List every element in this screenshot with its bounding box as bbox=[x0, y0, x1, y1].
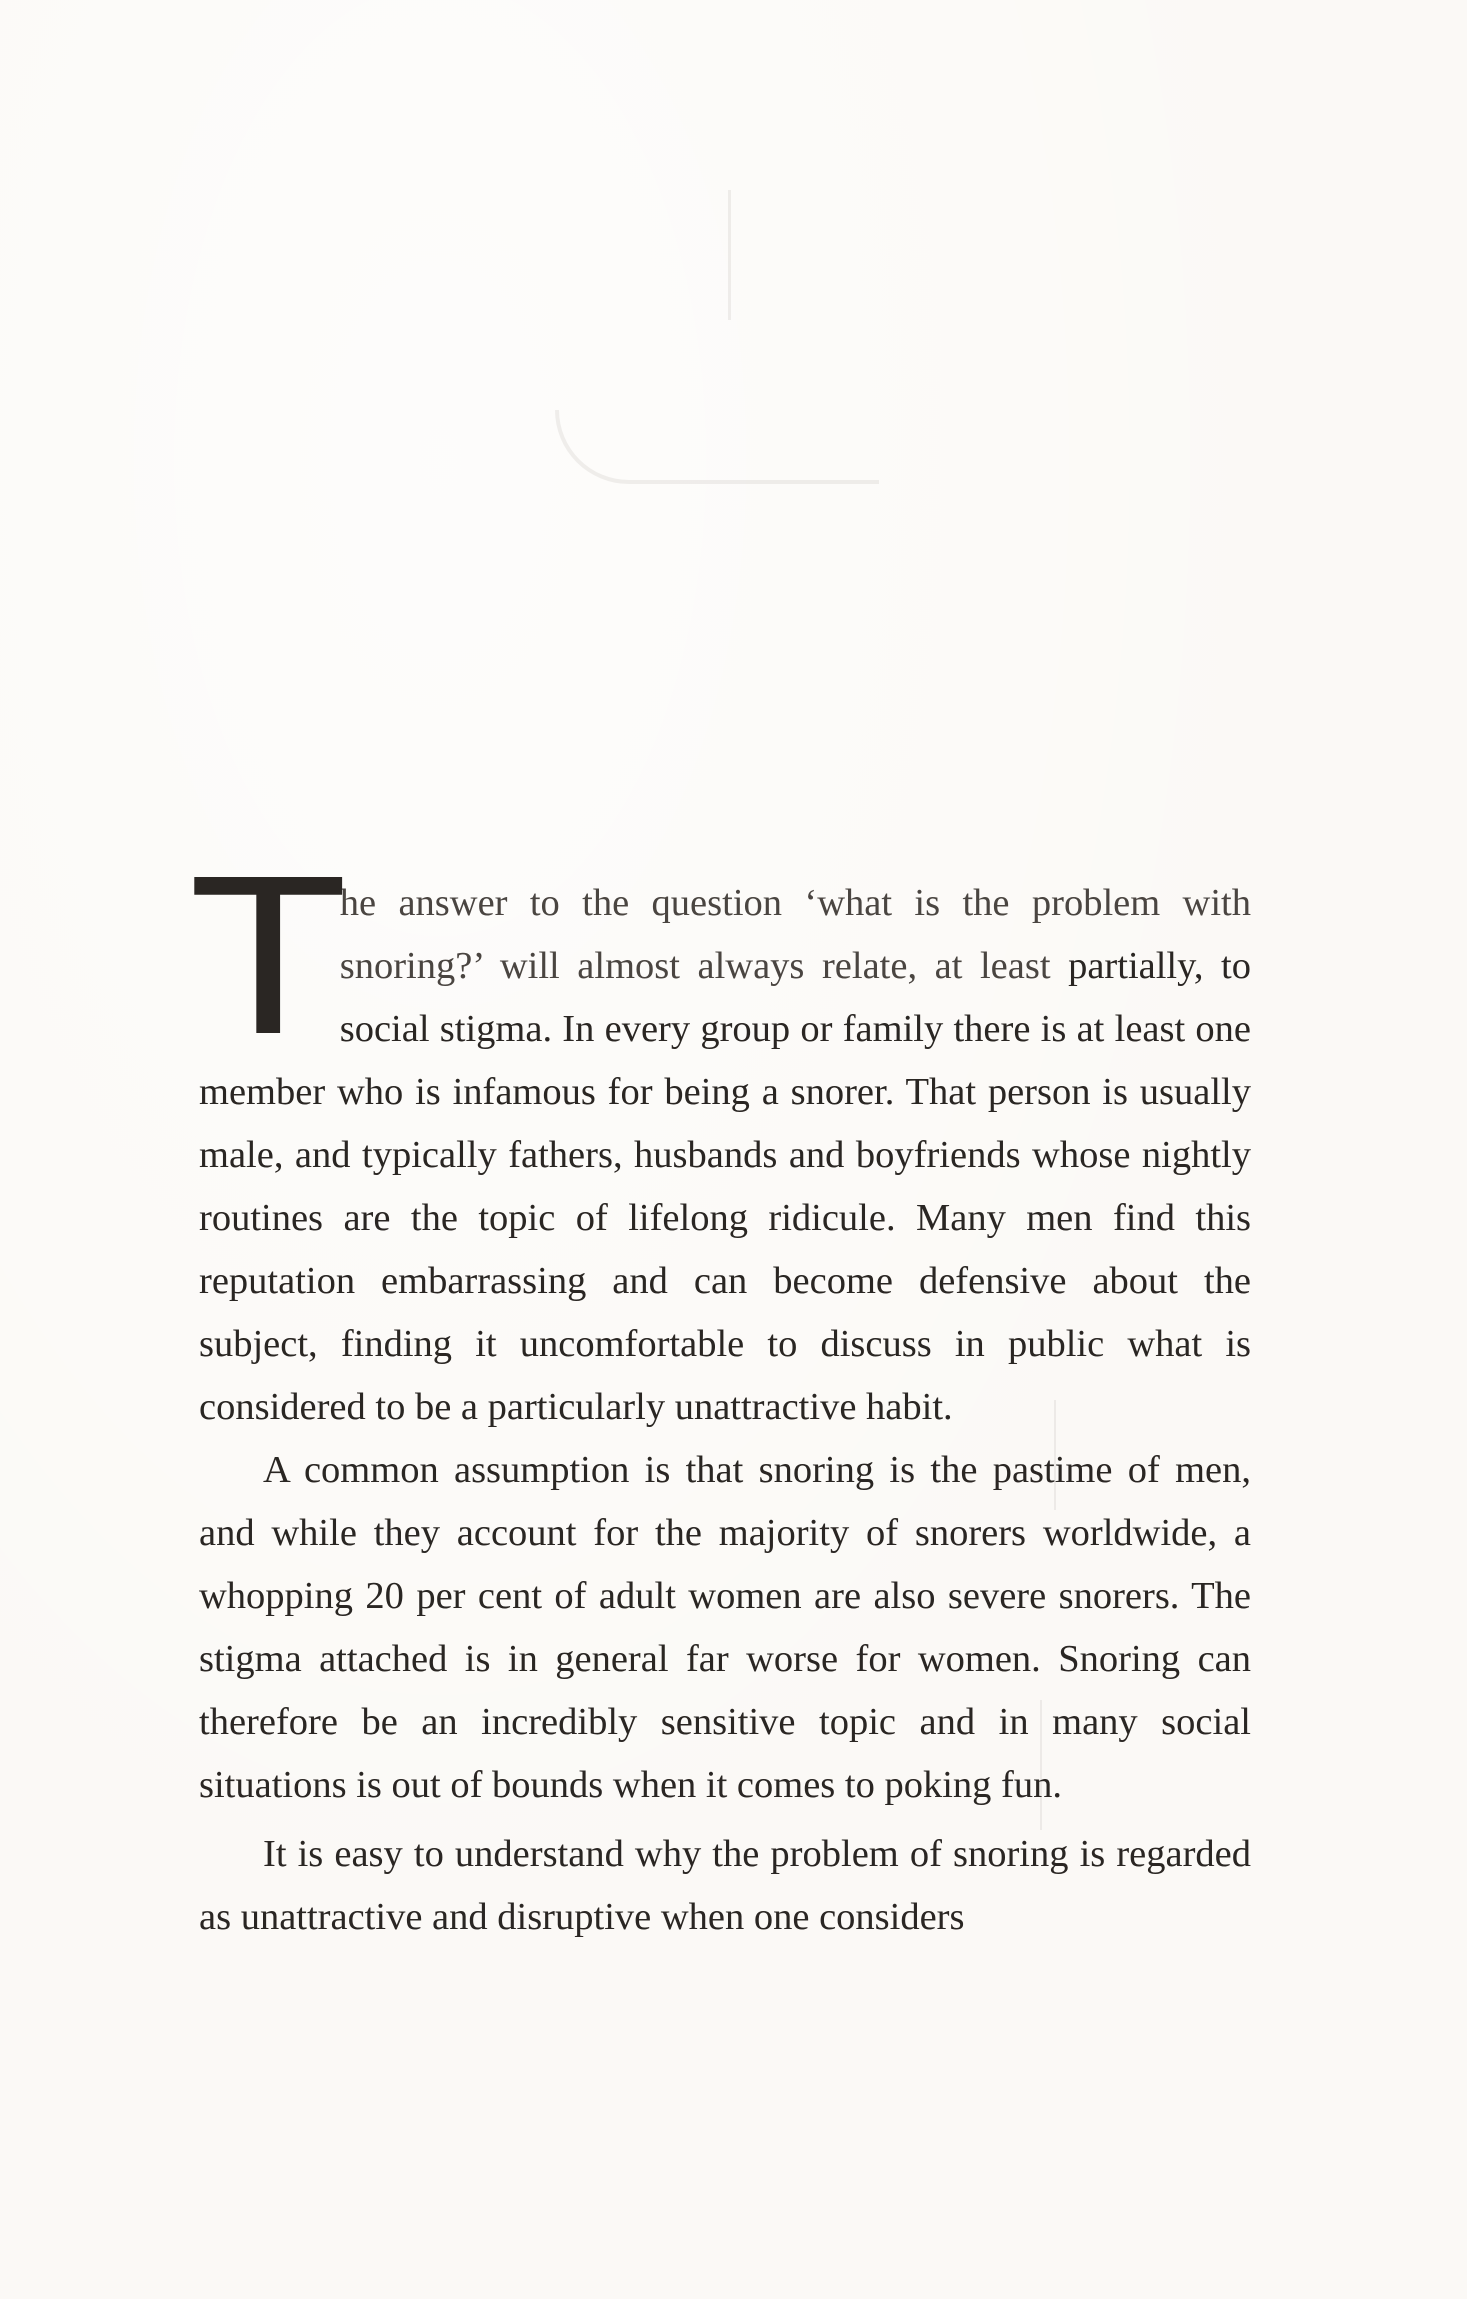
paragraph-3: It is easy to understand why the problem of snoring is regarded as unattractive and disruptive when one considers bbox=[199, 1833, 1251, 1938]
lead-in-text: he answer to the question ‘what is the problem with snoring?’ will almost always relate, at least bbox=[339, 882, 1251, 987]
body-text bbox=[195, 835, 1251, 1949]
bleed-through-mark bbox=[555, 410, 879, 484]
drop-cap: T bbox=[195, 835, 342, 1084]
paragraph-1-text: partially, to social stigma. In every group or family there is at least one member who is infamous for being a snorer. That person is usually male, and typically fathers, husbands and boyfriends whose nightly routines are the topic of lifelong ridicule. Many men find this reputation embarrassing and can become defensive about the subject, finding it uncomfortable to discuss in public what is considered to be a particularly unattractive habit. bbox=[199, 945, 1251, 1428]
paragraph-1 bbox=[195, 835, 1251, 1439]
paragraph-2: A common assumption is that snoring is the pastime of men, and while they account for the majority of snorers worldwide, a whopping 20 per cent of adult women are also severe snorers. The stigma attached is in general far worse for women. Snoring can therefore be an incredibly sensitive topic and in many social situations is out of bounds when it comes to poking fun. bbox=[199, 1449, 1251, 1806]
bleed-through-mark bbox=[728, 190, 731, 320]
